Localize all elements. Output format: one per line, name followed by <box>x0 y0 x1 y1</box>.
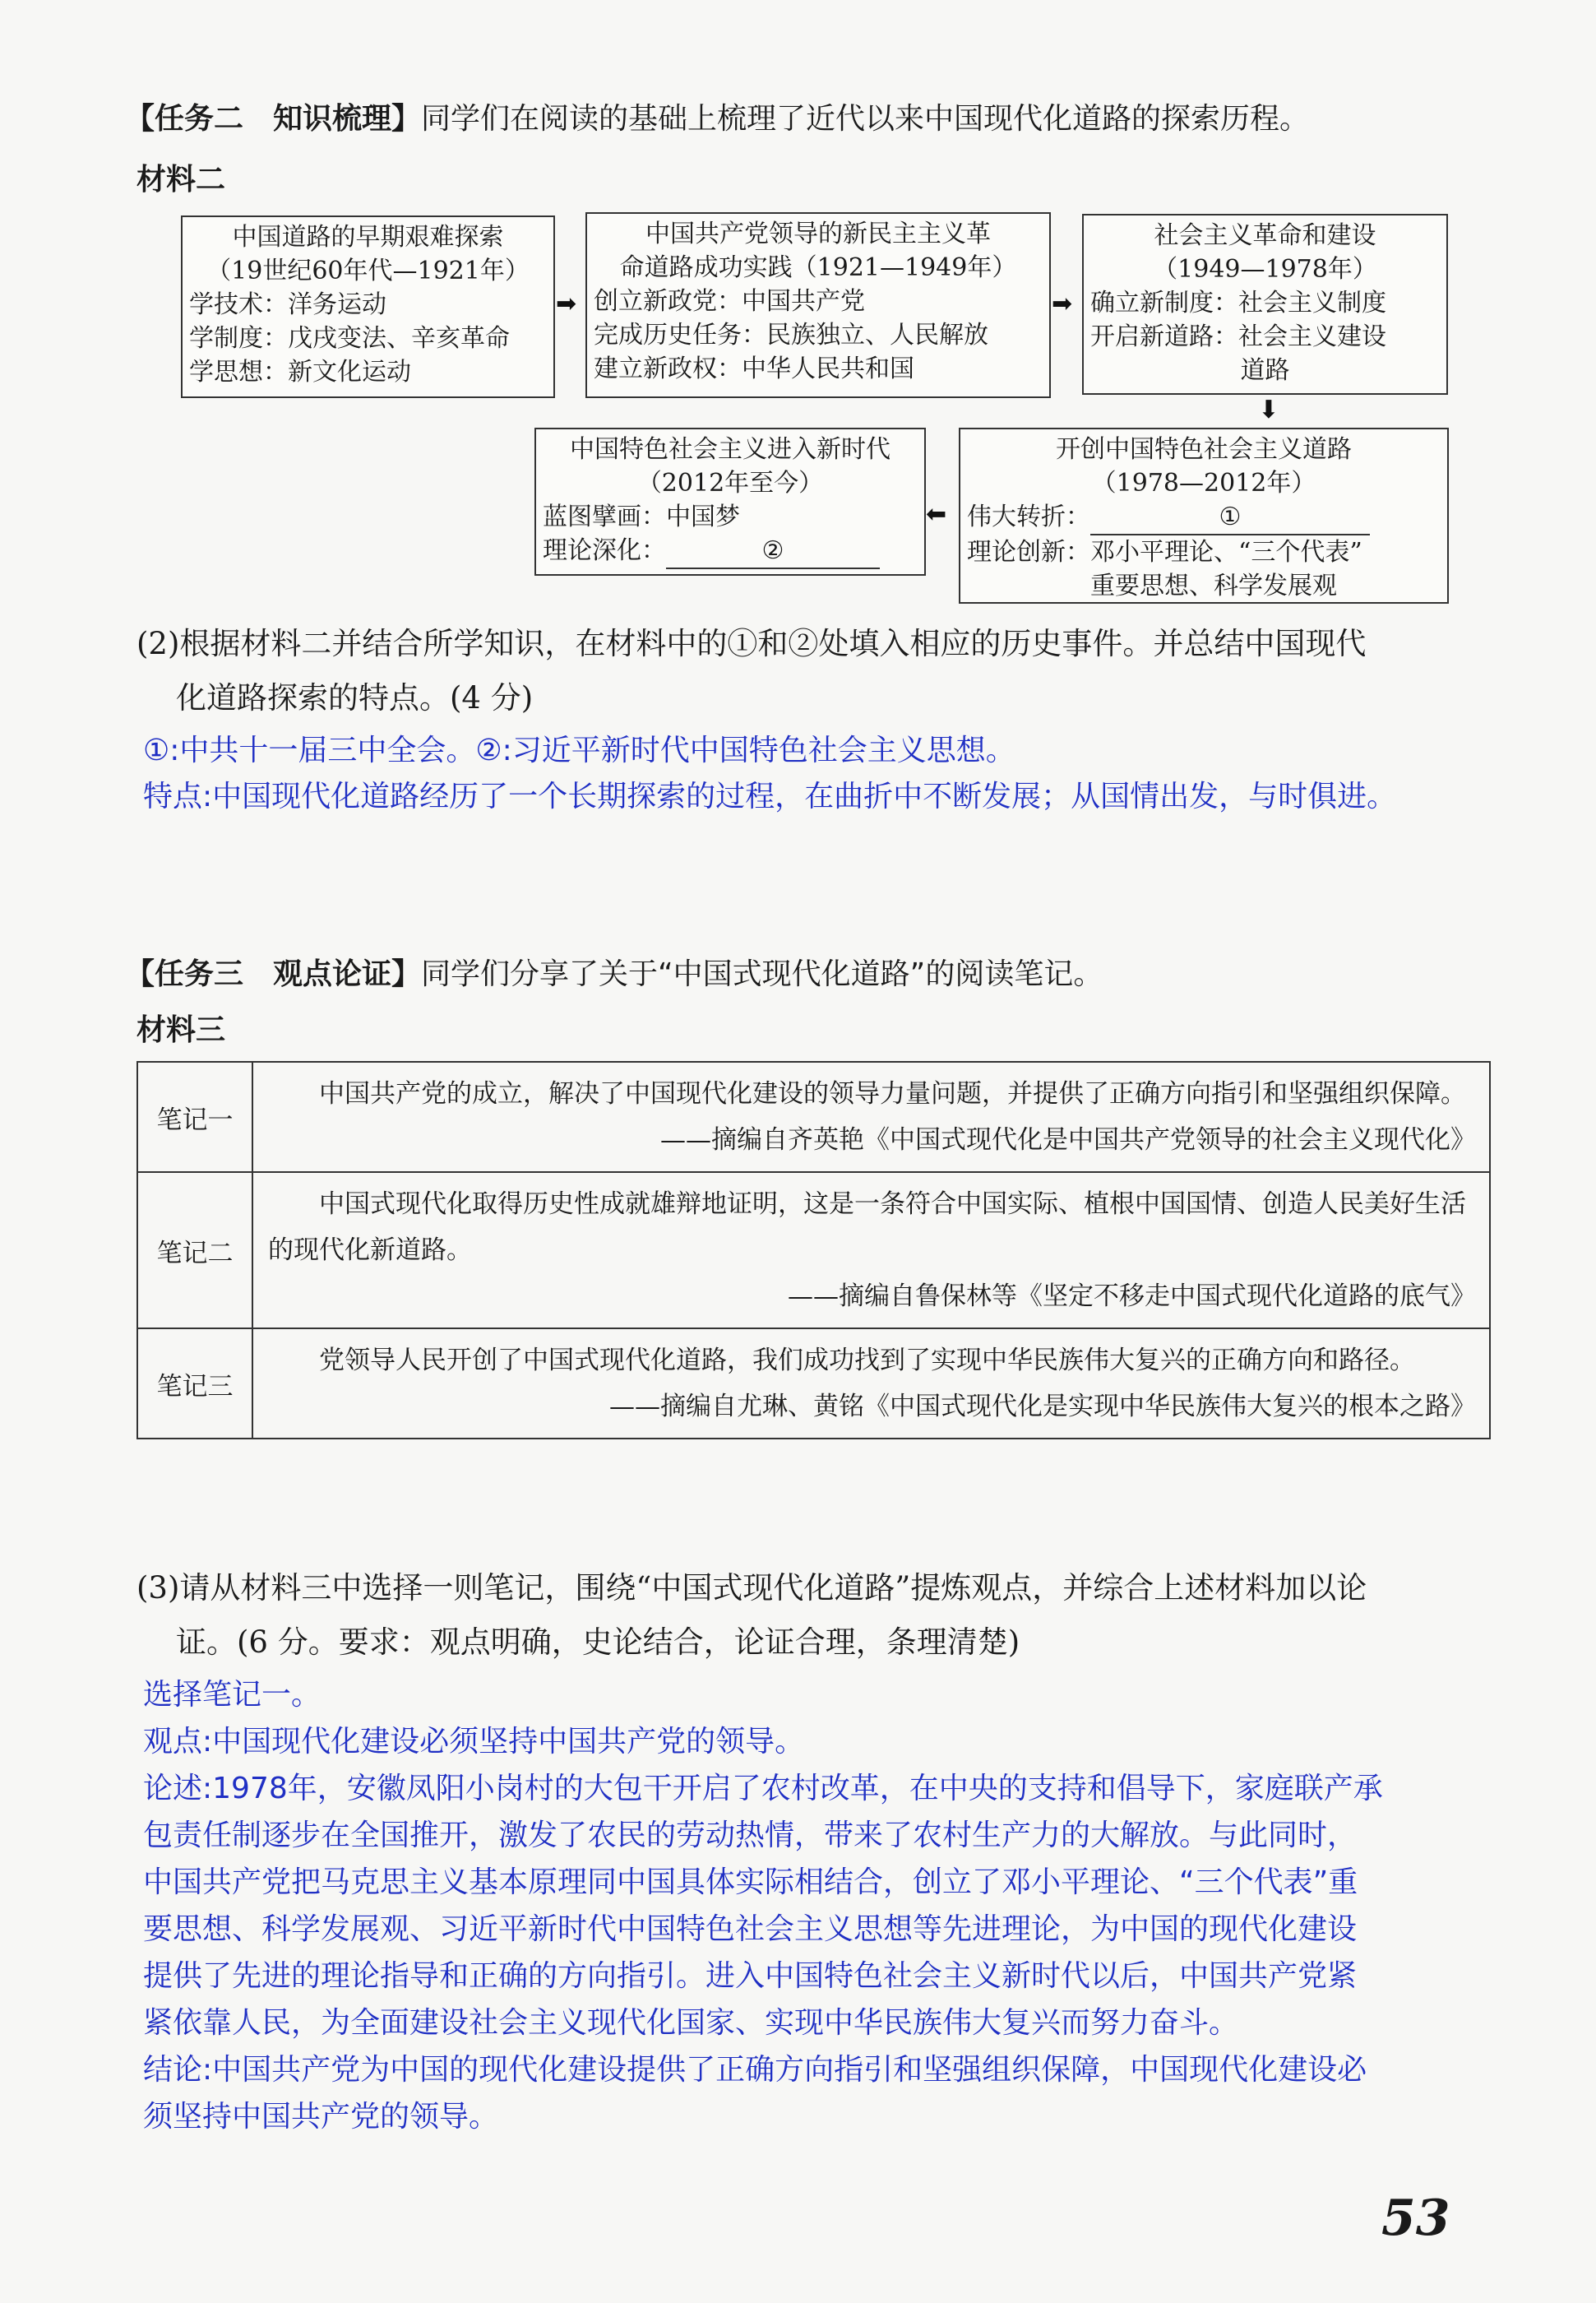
note-text: 中国式现代化取得历史性成就雄辩地证明，这是一条符合中国实际、植根中国国情、创造人民美好生活的现代化新道路。 <box>268 1189 1466 1265</box>
box2-line: 完成历史任务：民族独立、人民解放 <box>594 321 988 350</box>
material3-title: 材料三 <box>136 1013 226 1047</box>
box2-line: 建立新政权：中华人民共和国 <box>594 354 914 383</box>
box1-line: 学技术：洋务运动 <box>189 290 386 319</box>
task3-text: 同学们分享了关于“中国式现代化道路”的阅读笔记。 <box>421 957 1103 991</box>
material2-title: 材料二 <box>136 163 226 197</box>
answer-3-line: 紧依靠人民，为全面建设社会主义现代化国家、实现中华民族伟大复兴而努力奋斗。 <box>143 2006 1239 2040</box>
note-label: 笔记三 <box>137 1328 252 1439</box>
note-source: ——摘编自尤琳、黄铭《中国式现代化是实现中华民族伟大复兴的根本之路》 <box>609 1392 1476 1421</box>
answer-3-line: 要思想、科学发展观、习近平新时代中国特色社会主义思想等先进理论，为中国的现代化建设 <box>143 1912 1358 1946</box>
answer-3-line: 选择笔记一。 <box>143 1678 322 1712</box>
box2-title-cont: 命道路成功实践（1921—1949年） <box>619 253 1017 282</box>
box3-line: 道路 <box>1240 356 1290 385</box>
flow-box-socialism-chinese-characteristics <box>959 428 1449 604</box>
task3-heading <box>125 951 1103 993</box>
box1-line: 学制度：戊戌变法、辛亥革命 <box>189 324 510 353</box>
note-content <box>252 1328 1490 1439</box>
note-text: 党领导人民开创了中国式现代化道路，我们成功找到了实现中华民族伟大复兴的正确方向和路径。 <box>319 1346 1415 1375</box>
box5-line-label: 理论深化： <box>543 536 666 565</box>
flow-box-new-era <box>534 428 926 576</box>
note-source: ——摘编自鲁保林等《坚定不移走中国式现代化道路的底气》 <box>788 1281 1476 1311</box>
question-3-line2: 证。(6 分。要求：观点明确，史论结合，论证合理，条理清楚) <box>176 1624 1020 1660</box>
question-3-line1: (3)请从材料三中选择一则笔记，围绕“中国式现代化道路”提炼观点，并综合上述材料加以论 <box>136 1570 1367 1606</box>
box1-title: 中国道路的早期艰难探索 <box>232 223 504 252</box>
box5-line <box>543 534 918 569</box>
task3-tag: 【任务三 观点论证】 <box>125 957 422 991</box>
note-text: 中国共产党的成立，解决了中国现代化建设的领导力量问题，并提供了正确方向指引和坚强组织保障。 <box>319 1079 1466 1109</box>
blank-2: ② <box>666 534 880 569</box>
flow-box-socialist-revolution <box>1082 214 1448 395</box>
note-content <box>252 1172 1490 1328</box>
blank-1: ① <box>1090 500 1370 535</box>
notes-table <box>136 1061 1491 1439</box>
page-number: 53 <box>1381 2189 1450 2247</box>
box2-line: 创立新政党：中国共产党 <box>594 287 865 316</box>
right-arrow-icon: ➡ <box>556 290 577 318</box>
answer-3-line: 须坚持中国共产党的领导。 <box>143 2100 499 2134</box>
table-row <box>137 1172 1490 1328</box>
note-content <box>252 1062 1490 1172</box>
table-row <box>137 1328 1490 1439</box>
task2-tag: 【任务二 知识梳理】 <box>125 102 422 136</box>
box4-line-label: 伟大转折： <box>967 503 1090 531</box>
box5-line: 蓝图擘画：中国梦 <box>543 503 740 531</box>
note-label: 笔记二 <box>137 1172 252 1328</box>
left-arrow-icon: ➡ <box>926 500 947 529</box>
answer-2-line1: ①:中共十一届三中全会。②:习近平新时代中国特色社会主义思想。 <box>143 734 1015 767</box>
box3-line: 确立新制度：社会主义制度 <box>1090 289 1386 317</box>
box5-period: （2012年至今） <box>636 469 824 498</box>
box4-period: （1978—2012年） <box>1091 469 1316 498</box>
box4-line <box>967 500 1441 535</box>
table-row <box>137 1062 1490 1172</box>
box4-line: 重要思想、科学发展观 <box>1090 572 1337 600</box>
flow-box-early-exploration <box>181 215 555 398</box>
answer-3-line: 结论:中国共产党为中国的现代化建设提供了正确方向指引和坚强组织保障，中国现代化建设必 <box>143 2053 1367 2087</box>
box3-period: （1949—1978年） <box>1153 255 1377 284</box>
answer-3-line: 中国共产党把马克思主义基本原理同中国具体实际相结合，创立了邓小平理论、“三个代表”重 <box>143 1865 1358 1899</box>
answer-3-line: 论述:1978年，安徽凤阳小岗村的大包干开启了农村改革，在中央的支持和倡导下，家庭联产承 <box>143 1772 1383 1805</box>
box2-title: 中国共产党领导的新民主主义革 <box>645 220 991 248</box>
task2-heading <box>125 95 1309 137</box>
flow-box-new-democratic-revolution <box>585 212 1051 398</box>
answer-2-line2: 特点:中国现代化道路经历了一个长期探索的过程，在曲折中不断发展；从国情出发，与时俱进。 <box>143 780 1397 813</box>
box3-title: 社会主义革命和建设 <box>1154 221 1376 250</box>
box4-title: 开创中国特色社会主义道路 <box>1056 435 1352 464</box>
answer-3-line: 包责任制逐步在全国推开，激发了农民的劳动热情，带来了农村生产力的大解放。与此同时， <box>143 1819 1358 1852</box>
box5-title: 中国特色社会主义进入新时代 <box>570 435 891 464</box>
box1-line: 学思想：新文化运动 <box>189 358 411 387</box>
answer-3-line: 提供了先进的理论指导和正确的方向指引。进入中国特色社会主义新时代以后，中国共产党紧 <box>143 1959 1358 1993</box>
note-source: ——摘编自齐英艳《中国式现代化是中国共产党领导的社会主义现代化》 <box>660 1125 1476 1155</box>
question-2-line2: 化道路探索的特点。(4 分) <box>176 680 534 716</box>
right-arrow-icon: ➡ <box>1052 290 1073 318</box>
answer-3-line: 观点:中国现代化建设必须坚持中国共产党的领导。 <box>143 1725 805 1759</box>
box4-line: 理论创新：邓小平理论、“三个代表” <box>967 538 1362 567</box>
task2-text: 同学们在阅读的基础上梳理了近代以来中国现代化道路的探索历程。 <box>421 102 1310 136</box>
down-arrow-icon: ➡ <box>1254 398 1284 419</box>
note-label: 笔记一 <box>137 1062 252 1172</box>
box1-period: （19世纪60年代—1921年） <box>206 257 530 285</box>
box3-line: 开启新道路：社会主义建设 <box>1090 322 1386 351</box>
question-2-line1: (2)根据材料二并结合所学知识，在材料中的①和②处填入相应的历史事件。并总结中国现代 <box>136 626 1367 661</box>
